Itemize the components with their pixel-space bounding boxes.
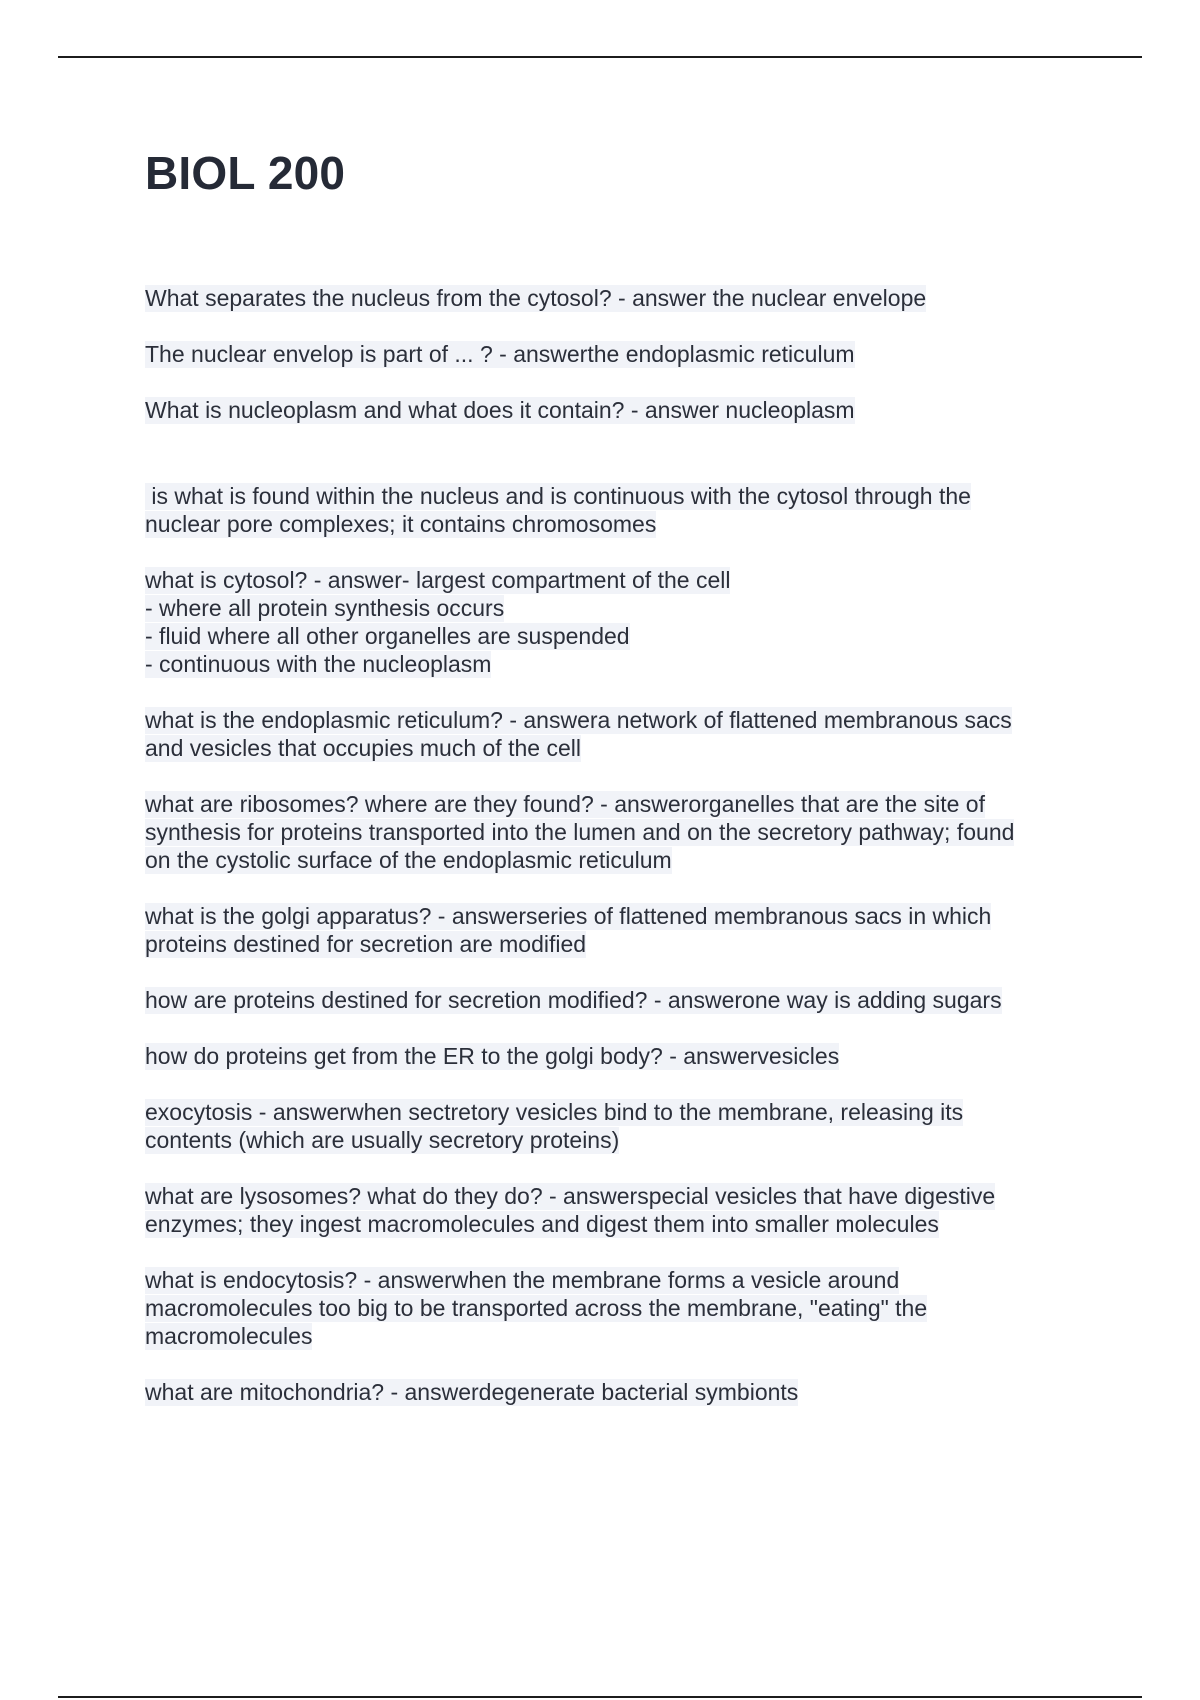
qa-line: what are ribosomes? where are they found? - answerorganelles that are the site of (145, 791, 985, 817)
qa-line: nuclear pore complexes; it contains chromosomes (145, 511, 657, 537)
qa-line: macromolecules too big to be transported across the membrane, "eating" the (145, 1295, 928, 1321)
bottom-rule (58, 1696, 1142, 1698)
qa-line: - fluid where all other organelles are suspended (145, 623, 630, 649)
qa-entry (145, 396, 1065, 424)
qa-line: what are mitochondria? - answerdegenerate bacterial symbionts (145, 1379, 799, 1405)
qa-entry (145, 482, 1065, 538)
qa-line: The nuclear envelop is part of ... ? - answerthe endoplasmic reticulum (145, 341, 855, 367)
top-rule (58, 56, 1142, 58)
qa-entry (145, 902, 1065, 958)
qa-line: proteins destined for secretion are modified (145, 931, 587, 957)
qa-line: synthesis for proteins transported into the lumen and on the secretory pathway; found (145, 819, 1015, 845)
page-title: BIOL 200 (145, 147, 346, 199)
qa-entry (145, 1378, 1065, 1406)
qa-list (145, 284, 1065, 1434)
qa-entry (145, 1266, 1065, 1350)
qa-line: exocytosis - answerwhen sectretory vesicles bind to the membrane, releasing its (145, 1099, 964, 1125)
qa-line: What is nucleoplasm and what does it contain? - answer nucleoplasm (145, 397, 855, 423)
qa-entry (145, 790, 1065, 874)
qa-line: what are lysosomes? what do they do? - answerspecial vesicles that have digestive (145, 1183, 996, 1209)
qa-line: what is the golgi apparatus? - answerseries of flattened membranous sacs in which (145, 903, 992, 929)
qa-entry (145, 1182, 1065, 1238)
qa-entry (145, 284, 1065, 312)
qa-entry (145, 1098, 1065, 1154)
qa-entry (145, 986, 1065, 1014)
qa-line: - continuous with the nucleoplasm (145, 651, 492, 677)
qa-entry (145, 706, 1065, 762)
qa-entry (145, 566, 1065, 678)
qa-line: what is cytosol? - answer- largest compartment of the cell (145, 567, 731, 593)
qa-line: how do proteins get from the ER to the golgi body? - answervesicles (145, 1043, 840, 1069)
qa-line: enzymes; they ingest macromolecules and digest them into smaller molecules (145, 1211, 939, 1237)
qa-line: what is endocytosis? - answerwhen the membrane forms a vesicle around (145, 1267, 900, 1293)
qa-line: contents (which are usually secretory proteins) (145, 1127, 620, 1153)
qa-line: how are proteins destined for secretion modified? - answerone way is adding sugars (145, 987, 1002, 1013)
qa-entry (145, 1042, 1065, 1070)
qa-line: - where all protein synthesis occurs (145, 595, 505, 621)
qa-line: macromolecules (145, 1323, 313, 1349)
qa-line: What separates the nucleus from the cytosol? - answer the nuclear envelope (145, 285, 927, 311)
qa-line: on the cystolic surface of the endoplasmic reticulum (145, 847, 672, 873)
qa-line: is what is found within the nucleus and is continuous with the cytosol through the (145, 483, 971, 509)
qa-line: and vesicles that occupies much of the cell (145, 735, 581, 761)
qa-entry (145, 340, 1065, 368)
qa-line: what is the endoplasmic reticulum? - answera network of flattened membranous sacs (145, 707, 1012, 733)
